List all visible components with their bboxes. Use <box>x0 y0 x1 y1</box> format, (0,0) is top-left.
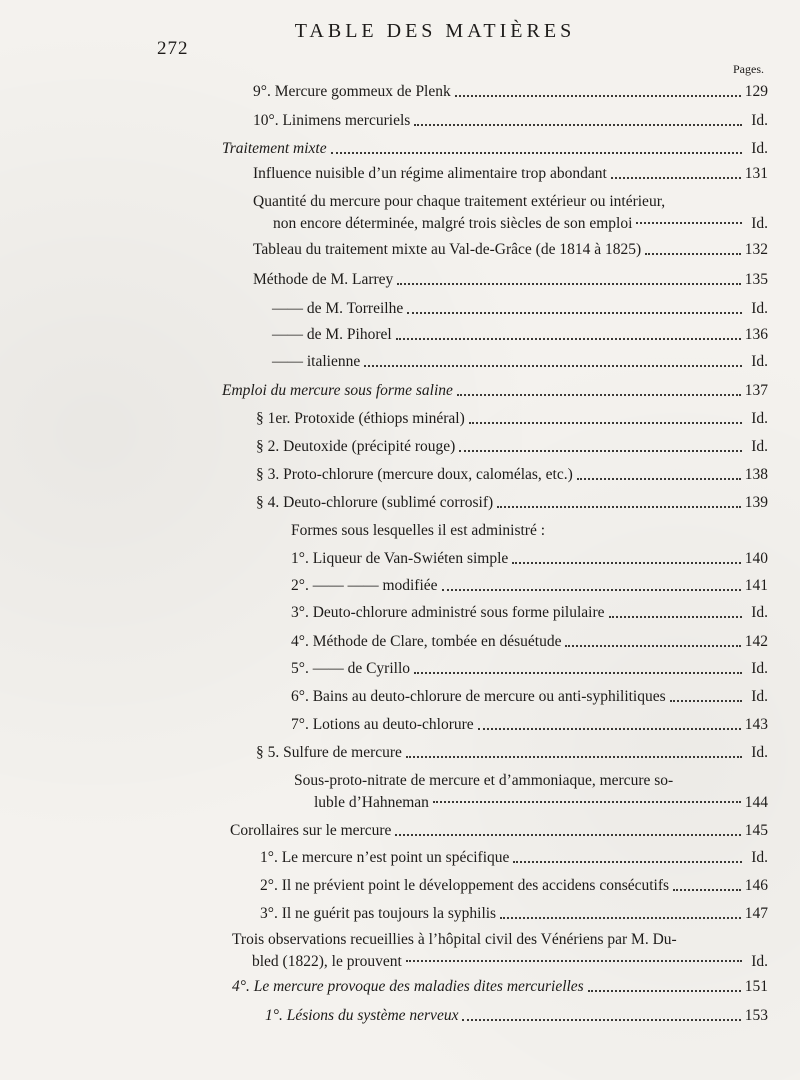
toc-entry: 4°. Le mercure provoque des maladies dites mercurielles 151 <box>232 978 768 995</box>
toc-page: 138 <box>744 466 768 483</box>
toc-entry-multiline: Trois observations recueillies à l’hôpital civil des Vénériens par M. Du- bled (1822), le prouvent Id. <box>232 929 768 973</box>
toc-page: 132 <box>744 241 768 258</box>
toc-section-heading: Traitement mixte Id. <box>222 140 768 157</box>
toc-page: 146 <box>744 877 768 894</box>
toc-entry: 3°. Deuto-chlorure administré sous forme pilulaire Id. <box>291 604 768 621</box>
toc-page: Id. <box>751 112 768 129</box>
toc-page: 153 <box>744 1007 768 1024</box>
toc-entry: 5°. —— de Cyrillo Id. <box>291 660 768 677</box>
toc-page: Id. <box>751 849 768 866</box>
toc-page: 135 <box>744 271 768 288</box>
toc-entry: Influence nuisible d’un régime alimentaire trop abondant 131 <box>253 165 768 182</box>
page-number: 272 <box>157 38 189 59</box>
toc-page: Id. <box>751 353 768 370</box>
leader-dots <box>455 95 741 97</box>
toc-page: 136 <box>744 326 768 343</box>
toc-page: Id. <box>751 438 768 455</box>
toc-entry: 1°. Liqueur de Van-Swiéten simple 140 <box>291 550 768 567</box>
toc-entry-multiline: Quantité du mercure pour chaque traitement extérieur ou intérieur, non encore déterminée, malgré trois siècles de son emploi Id. <box>253 191 768 235</box>
toc-entry: Tableau du traitement mixte au Val-de-Grâce (de 1814 à 1825) 132 <box>253 241 768 258</box>
toc-subheading: Formes sous lesquelles il est administré : <box>291 522 546 539</box>
toc-page: 142 <box>744 633 768 650</box>
toc-entry: 2°. Il ne prévient point le développement des accidens consécutifs 146 <box>260 877 768 894</box>
toc-entry: 7°. Lotions au deuto-chlorure 143 <box>291 716 768 733</box>
toc-page: 143 <box>744 716 768 733</box>
toc-entry: 10°. Linimens mercuriels Id. <box>253 112 768 129</box>
toc-section-heading: Corollaires sur le mercure 145 <box>230 822 768 839</box>
toc-page: 137 <box>744 382 768 399</box>
toc-entry: § 3. Proto-chlorure (mercure doux, calomélas, etc.) 138 <box>256 466 768 483</box>
toc-page: Id. <box>751 604 768 621</box>
toc-entry: Méthode de M. Larrey 135 <box>253 271 768 288</box>
toc-entry: 3°. Il ne guérit pas toujours la syphilis 147 <box>260 905 768 922</box>
toc-page: 151 <box>744 978 768 995</box>
toc-page: 140 <box>744 550 768 567</box>
toc-entry: 1°. Le mercure n’est point un spécifique Id. <box>260 849 768 866</box>
toc-entry-multiline: Sous-proto-nitrate de mercure et d’ammoniaque, mercure so- luble d’Hahneman 144 <box>294 770 768 814</box>
toc-entry: 6°. Bains au deuto-chlorure de mercure ou anti-syphilitiques Id. <box>291 688 768 705</box>
toc-entry: § 1er. Protoxide (éthiops minéral) Id. <box>256 410 768 427</box>
toc-page: 141 <box>744 577 768 594</box>
toc-entry: § 5. Sulfure de mercure Id. <box>256 744 768 761</box>
pages-column-label: Pages. <box>733 62 764 76</box>
toc-entry: 1°. Lésions du système nerveux 153 <box>265 1007 768 1024</box>
toc-entry: § 4. Deuto-chlorure (sublimé corrosif) 139 <box>256 494 768 511</box>
toc-page: Id. <box>751 215 768 232</box>
toc-entry: 4°. Méthode de Clare, tombée en désuétude 142 <box>291 633 768 650</box>
toc-page: Id. <box>751 953 768 970</box>
page-title: TABLE DES MATIÈRES <box>294 20 576 42</box>
toc-page: 144 <box>744 794 768 811</box>
toc-entry: —— de M. Torreilhe Id. <box>272 300 768 317</box>
toc-page: 145 <box>744 822 768 839</box>
toc-page: Id. <box>751 140 768 157</box>
toc-section-heading: Emploi du mercure sous forme saline 137 <box>222 382 768 399</box>
toc-page: Id. <box>751 410 768 427</box>
toc-page: 129 <box>744 83 768 100</box>
toc-entry: § 2. Deutoxide (précipité rouge) Id. <box>256 438 768 455</box>
toc-entry: —— italienne Id. <box>272 353 768 370</box>
toc-page: 139 <box>744 494 768 511</box>
toc-page: Id. <box>751 660 768 677</box>
toc-page: 147 <box>744 905 768 922</box>
toc-entry: —— de M. Pihorel 136 <box>272 326 768 343</box>
toc-page: Id. <box>751 688 768 705</box>
toc-entry: 9°. Mercure gommeux de Plenk 129 <box>253 83 768 100</box>
toc-page: Id. <box>751 744 768 761</box>
toc-page: Id. <box>751 300 768 317</box>
toc-entry: 2°. —— —— modifiée 141 <box>291 577 768 594</box>
toc-page: 131 <box>744 165 768 182</box>
